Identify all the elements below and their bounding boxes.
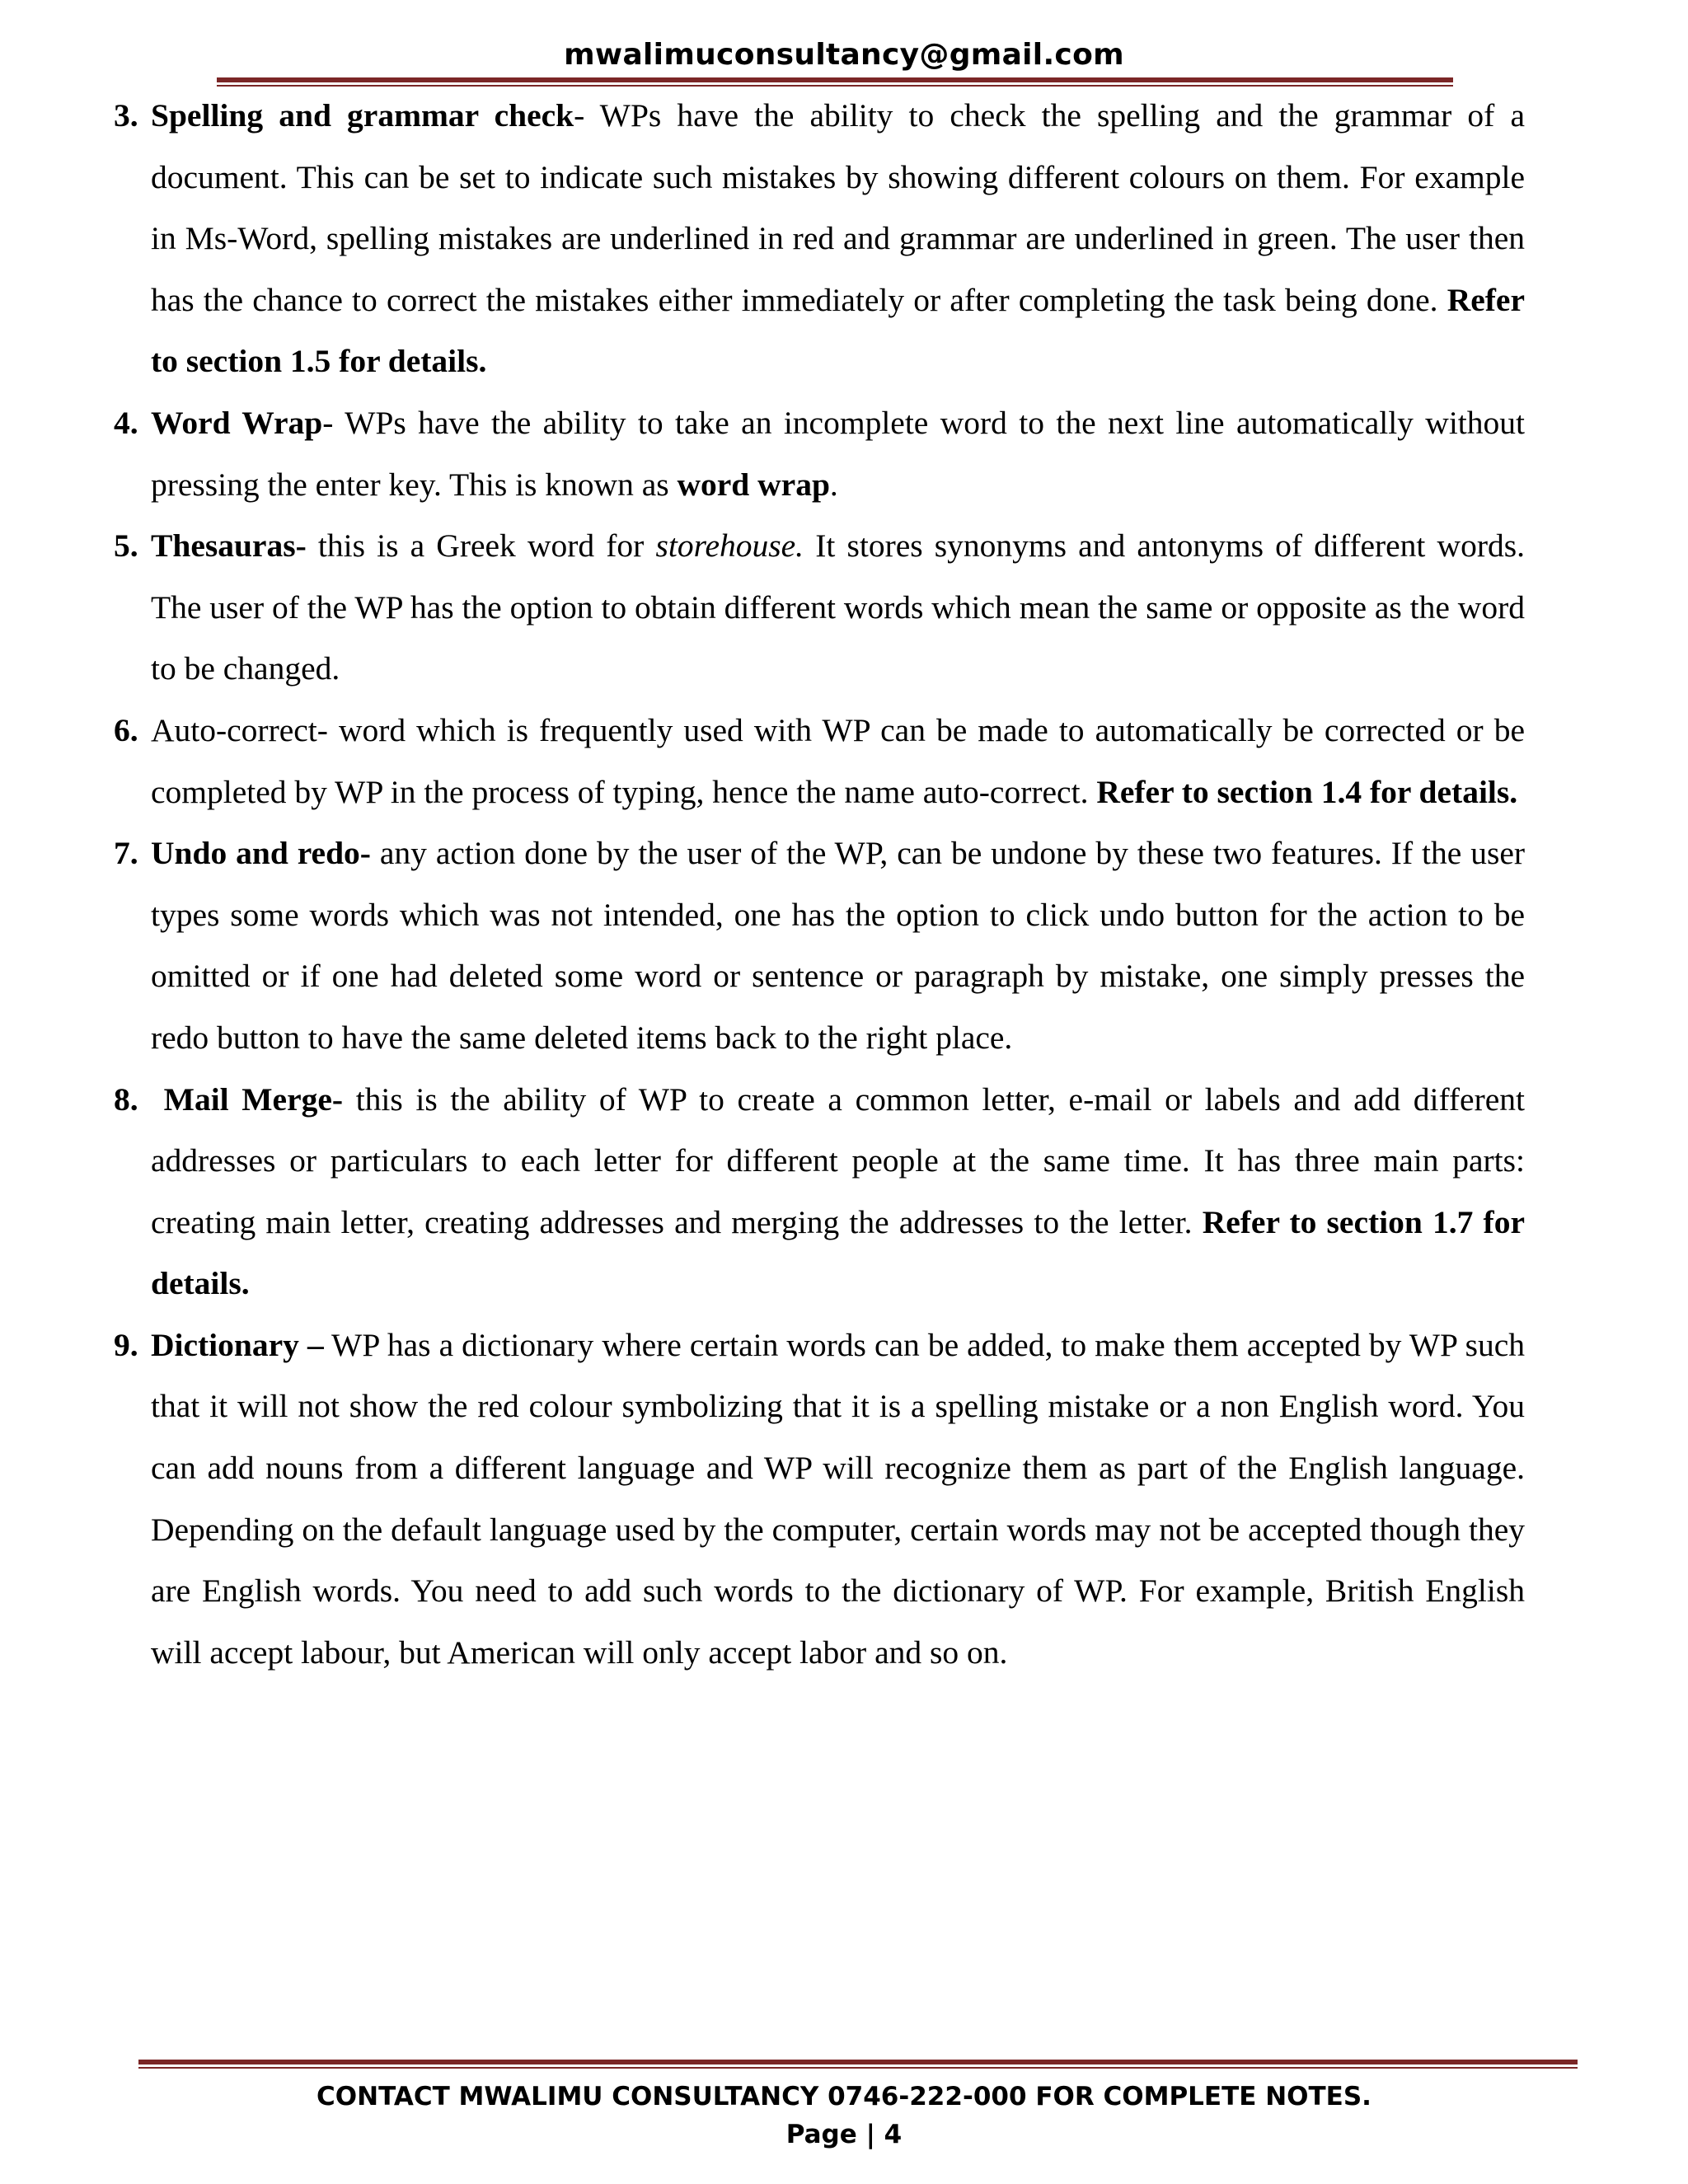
page-number: Page | 4 (785, 2120, 903, 2149)
item-number: 3. (114, 97, 138, 134)
list-item-word-wrap (114, 392, 1525, 515)
item-title: Word Wrap (151, 404, 323, 441)
item-number: 5. (114, 527, 138, 565)
item-end: . (829, 466, 838, 503)
item-italic: storehouse. (655, 527, 804, 565)
list-item-dictionary (114, 1315, 1525, 1684)
item-reference: Refer to section 1.5 for details. (151, 281, 1525, 380)
item-number: 6. (114, 711, 138, 748)
item-text: WP has a dictionary where certain words can be added, to make them accepted by WP such that it will not show the red colour symbolizing that it is a spelling mistake or a non English word. You can add nouns from a different language and WP will recognize them as part of the English language. Depending on the default language used by the computer, certain words may not be accepted though they are English words. You need to add such words to the dictionary of WP. For example, British English will accept labour, but American will only accept labor and so on. (151, 1326, 1525, 1671)
item-text: this is a Greek word for (306, 527, 656, 565)
header-email: mwalimuconsultancy@gmail.com (564, 38, 1124, 72)
item-reference: Refer to section 1.7 for details. (151, 1203, 1525, 1302)
item-number: 7. (114, 835, 138, 872)
header-rule (217, 77, 1453, 82)
item-title: Spelling and grammar check (151, 97, 574, 134)
list-item-mail-merge (114, 1069, 1525, 1315)
item-number: 8. (114, 1080, 138, 1118)
item-number: 4. (114, 404, 138, 441)
item-number: 9. (114, 1326, 138, 1363)
list-item-spelling-grammar (114, 85, 1525, 392)
feature-list (114, 85, 1525, 1683)
list-item-thesaurus (114, 515, 1525, 700)
item-text: - WPs have the ability to take an incomplete word to the next line automatically without pressing the enter key. This is known as (151, 404, 1525, 503)
list-item-undo-redo (114, 823, 1525, 1068)
item-text: Auto-correct- word which is frequently used with WP can be made to automatically be corrected or be completed by WP in the process of typing, hence the name auto-correct. (151, 711, 1525, 810)
item-text: - WPs have the ability to check the spelling and the grammar of a document. This can be set to indicate such mistakes by showing different colours on them. For example in Ms-Word, spelling mistakes are underlined in red and grammar are underlined in green. The user then has the chance to correct the mistakes either immediately or after completing the task being done. (151, 97, 1525, 318)
item-title: Undo and redo- (151, 835, 371, 872)
item-text: this is the ability of WP to create a common letter, e-mail or labels and add different addresses or particulars to each letter for different people at the same time. It has three main parts: creating main letter, creating addresses and merging the addresses to the letter. (151, 1080, 1526, 1240)
footer-rule (138, 2060, 1578, 2064)
item-title: Thesauras- (151, 527, 307, 565)
item-title: Mail Merge- (163, 1080, 344, 1118)
footer-rule-thin (138, 2067, 1578, 2069)
item-reference: Refer to section 1.4 for details. (1096, 773, 1518, 810)
item-text-cont: It stores synonyms and antonyms of different words. The user of the WP has the option to obtain different words which mean the same or opposite as the word to be changed. (151, 527, 1525, 687)
item-title: Dictionary – (151, 1326, 324, 1363)
footer-contact: CONTACT MWALIMU CONSULTANCY 0746-222-000 FOR COMPLETE NOTES. (316, 2082, 1372, 2111)
item-text: any action done by the user of the WP, can be undone by these two features. If the user types some words which was not intended, one has the option to click undo button for the action to be omitted or if one had deleted some word or sentence or paragraph by mistake, one simply presses the redo button to have the same deleted items back to the right place. (151, 835, 1526, 1056)
list-item-auto-correct (114, 700, 1525, 823)
item-term: word wrap (677, 466, 830, 503)
